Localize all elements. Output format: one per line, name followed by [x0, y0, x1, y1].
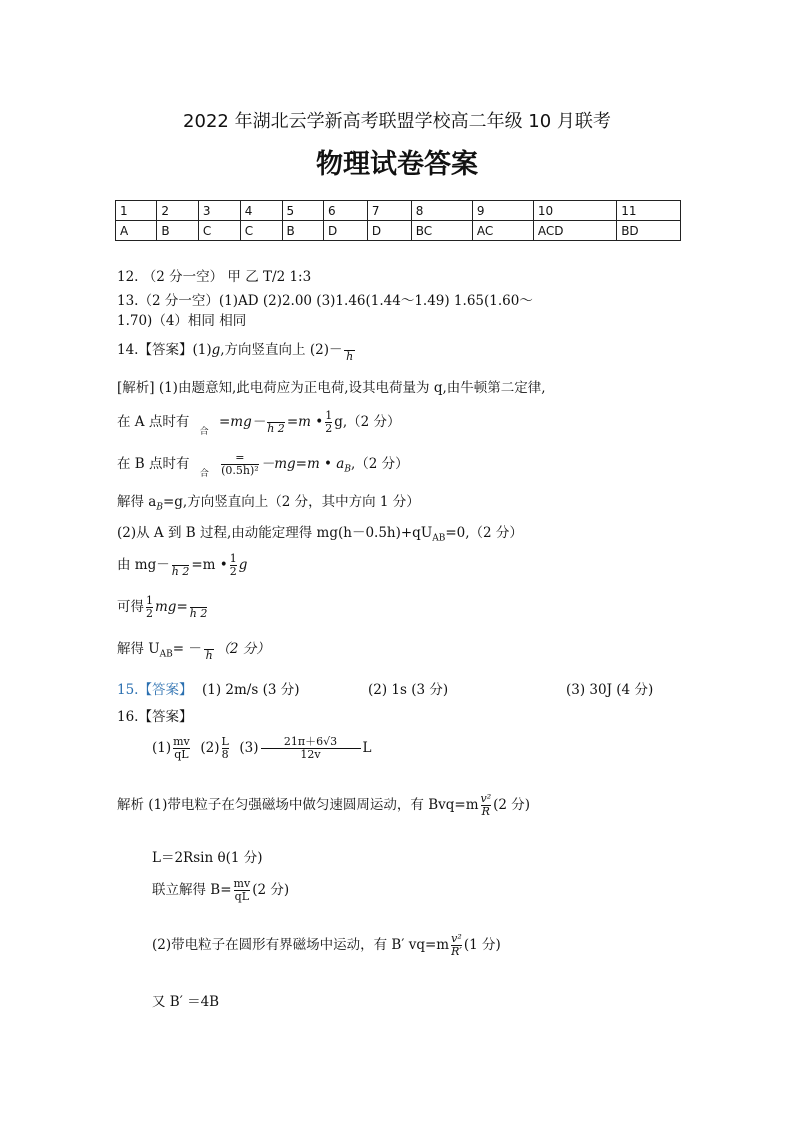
q14-part2: (2)从 A 到 B 过程,由动能定理得 $mg(h-0.5h)+qU_{AB}=0,(2$ 分）	[117, 525, 523, 544]
answer-cell: C	[198, 221, 240, 241]
answer-cell: ACD	[533, 221, 616, 241]
q14-final-result: 解得 $U_{AB}=$ － h （2 分）	[117, 641, 270, 662]
table-row-numbers	[116, 201, 681, 221]
question-number-cell: 3	[198, 201, 240, 221]
q16-explanation: 解析 (1)带电粒子在匀强磁场中做匀速圆周运动，有 Bvq=m $\frac{\text{v²}}{R}$ (2 分)	[117, 792, 531, 818]
q16-answers: (1) $\frac{mv}{qL}$ (2) $\frac{L}{8}$ (3) $\frac{21\pi+6√3}{12v}$ L	[152, 735, 372, 761]
answer-cell: AC	[472, 221, 533, 241]
question-number-cell: 11	[617, 201, 681, 221]
q14-from-equation: 由 mg－ h 2 =m • $\frac{1}{2}$ g	[117, 552, 248, 578]
answer-table	[115, 200, 681, 241]
question-number-cell: 6	[323, 201, 367, 221]
q16-label: 16.【答案】	[117, 709, 193, 725]
q13-answer-line2: 1.70)（4）相同 相同	[117, 313, 247, 329]
answer-cell: BC	[411, 221, 472, 241]
q15-part1: (1) 2m/s (3 分)	[202, 682, 300, 698]
answer-cell: D	[323, 221, 367, 241]
answer-sheet-title: 物理试卷答案	[316, 149, 478, 180]
q14-point-b-equation: 在 B 点时有 $_合$ $\frac{=}{\text{(0.5h)²}}$ －mg=m • $a_B,(2$ 分）	[117, 451, 409, 479]
exam-title: 2022 年湖北云学新高考联盟学校高二年级 10 月联考	[183, 111, 611, 132]
q15-answer: 15.【答案】	[117, 682, 193, 698]
table-row-answers	[116, 221, 681, 241]
q14-solve-part1: 解得 $a_B=g$,方向竖直向上（2 分，其中方向 1 分）	[117, 494, 420, 513]
q14-point-a-equation: 在 A 点时有 $_合$ =mg－ h 2 =m • $\frac{1}{2}$ g,（2 分）	[117, 409, 401, 437]
q16-joint-solution: 联立解得 B= $\frac{mv}{qL}$ (2 分)	[152, 877, 290, 903]
answer-cell: B	[157, 221, 198, 241]
question-number-cell: 8	[411, 201, 472, 221]
q14-analysis: [解析] (1)由题意知,此电荷应为正电荷,设其电荷量为 q,由牛顿第二定律,	[117, 380, 546, 396]
question-number-cell: 1	[116, 201, 157, 221]
answer-cell: BD	[617, 221, 681, 241]
q16-also-equation: 又 B′ ＝4B	[152, 994, 220, 1010]
q16-length-equation: L＝2Rsin θ(1 分)	[152, 850, 263, 866]
q15-part2: (2) 1s (3 分)	[368, 682, 449, 698]
answer-cell: C	[240, 221, 282, 241]
q14-answer: 14.【答案】(1)g,方向竖直向上 (2)－ h	[117, 342, 354, 363]
question-number-cell: 4	[240, 201, 282, 221]
question-number-cell: 7	[367, 201, 411, 221]
q12-answer: 12. （2 分一空） 甲 乙 T/2 1:3	[117, 269, 312, 285]
answer-cell: B	[282, 221, 323, 241]
question-number-cell: 2	[157, 201, 198, 221]
answer-cell: D	[367, 221, 411, 241]
q14-get-equation: 可得 $\frac{1}{2}$ mg= h 2	[117, 594, 208, 620]
question-number-cell: 10	[533, 201, 616, 221]
question-number-cell: 5	[282, 201, 323, 221]
answer-cell: A	[116, 221, 157, 241]
question-number-cell: 9	[472, 201, 533, 221]
q16-circle-field: (2)带电粒子在圆形有界磁场中运动，有 B′ vq=m $\frac{\text{v²}}{R'}$ (1 分)	[152, 932, 501, 958]
q13-answer-line1: 13.（2 分一空）(1)AD (2)2.00 (3)1.46(1.44～1.49) 1.65(1.60～	[117, 293, 533, 309]
q15-part3: (3) 30J (4 分)	[566, 682, 654, 698]
